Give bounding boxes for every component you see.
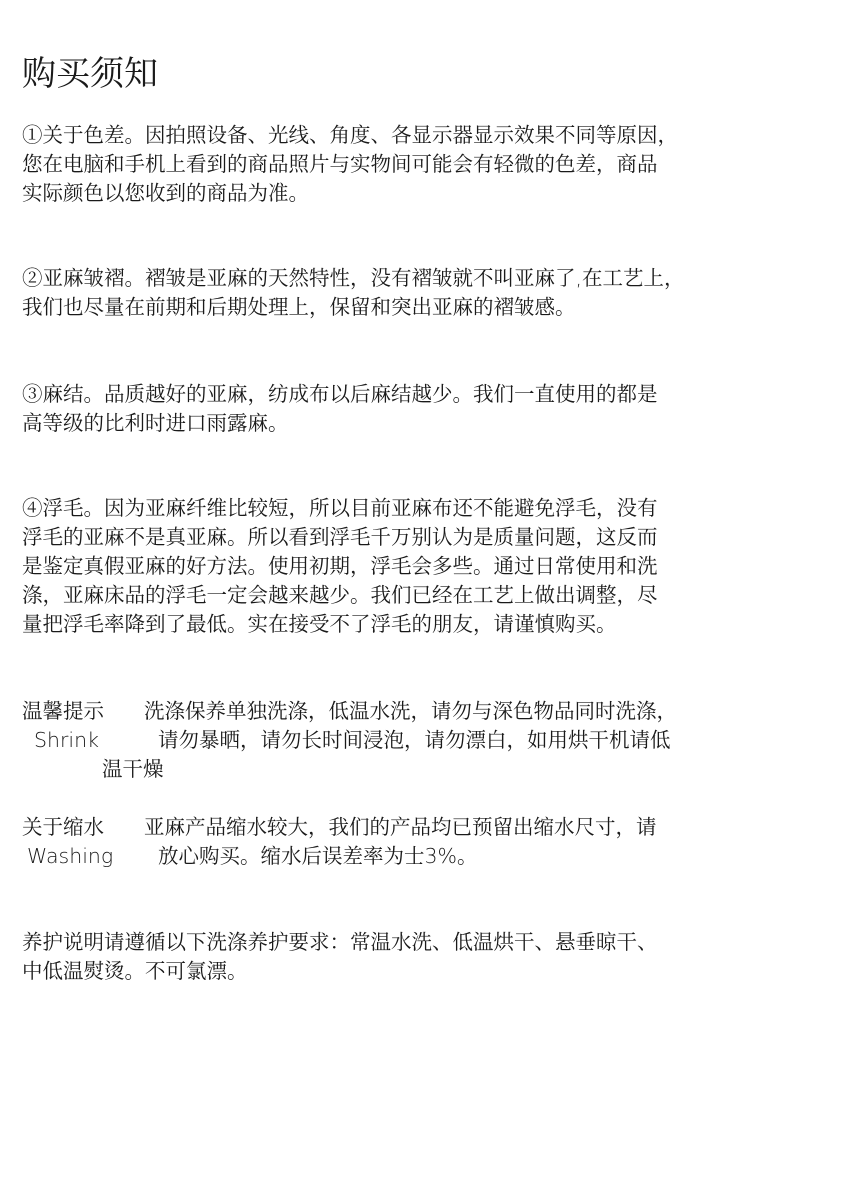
paragraph-line: 高等级的比利时进口雨露麻。: [22, 411, 289, 435]
paragraph-line: 中低温熨烫。不可氯漂。: [22, 959, 248, 983]
paragraph-line: 我们也尽量在前期和后期处理上，保留和突出亚麻的褶皱感。: [22, 295, 576, 319]
paragraph-line: ③麻结。品质越好的亚麻，纺成布以后麻结越少。我们一直使用的都是: [22, 382, 658, 406]
tips-text-line: 请勿暴晒，请勿长时间浸泡，请勿漂白，如用烘干机请低: [158, 728, 671, 752]
shrink-label-cn: 关于缩水: [22, 815, 104, 839]
paragraph-line: ④浮毛。因为亚麻纤维比较短，所以目前亚麻布还不能避免浮毛，没有: [22, 496, 658, 520]
paragraph-line: 涤，亚麻床品的浮毛一定会越来越少。我们已经在工艺上做出调整，尽: [22, 583, 658, 607]
shrink-label-en: Washing: [27, 844, 114, 868]
tips-text-line: 洗涤保养单独洗涤，低温水洗，请勿与深色物品同时洗涤，: [144, 699, 677, 723]
paragraph-line: 养护说明请遵循以下洗涤养护要求：常温水洗、低温烘干、悬垂晾干、: [22, 930, 658, 954]
shrink-row-1: [22, 813, 657, 842]
tips-label-cn: 温馨提示: [22, 699, 104, 723]
paragraph-line: 您在电脑和手机上看到的商品照片与实物间可能会有轻微的色差，商品: [22, 152, 658, 176]
tips-row-3: [22, 755, 164, 784]
shrink-text-line: 亚麻产品缩水较大，我们的产品均已预留出缩水尺寸，请: [144, 815, 657, 839]
shrink-text-line: 放心购买。缩水后误差率为士3%。: [158, 844, 478, 868]
paragraph-line: ②亚麻皱褶。褶皱是亚麻的天然特性，没有褶皱就不叫亚麻了,在工艺上，: [22, 266, 685, 290]
paragraph-line: 实际颜色以您收到的商品为准。: [22, 181, 309, 205]
paragraph-line: ①关于色差。因拍照设备、光线、角度、各显示器显示效果不同等原因，: [22, 123, 678, 147]
notice-linen-wrinkles: [22, 264, 685, 322]
tips-row-2: [22, 726, 671, 755]
tips-label-en: Shrink: [34, 728, 99, 752]
care-instructions: [22, 928, 658, 986]
notice-lint: [22, 494, 658, 639]
paragraph-line: 是鉴定真假亚麻的好方法。使用初期，浮毛会多些。通过日常使用和洗: [22, 554, 658, 578]
shrink-row-2: [22, 842, 478, 871]
paragraph-line: 浮毛的亚麻不是真亚麻。所以看到浮毛千万别认为是质量问题，这反而: [22, 525, 658, 549]
paragraph-line: 量把浮毛率降到了最低。实在接受不了浮毛的朋友，请谨慎购买。: [22, 612, 617, 636]
page-title: 购买须知: [22, 54, 158, 94]
tips-text-line: 温干燥: [102, 757, 164, 781]
tips-row-1: [22, 697, 677, 726]
notice-linen-knots: [22, 380, 658, 438]
notice-color-difference: [22, 121, 678, 208]
